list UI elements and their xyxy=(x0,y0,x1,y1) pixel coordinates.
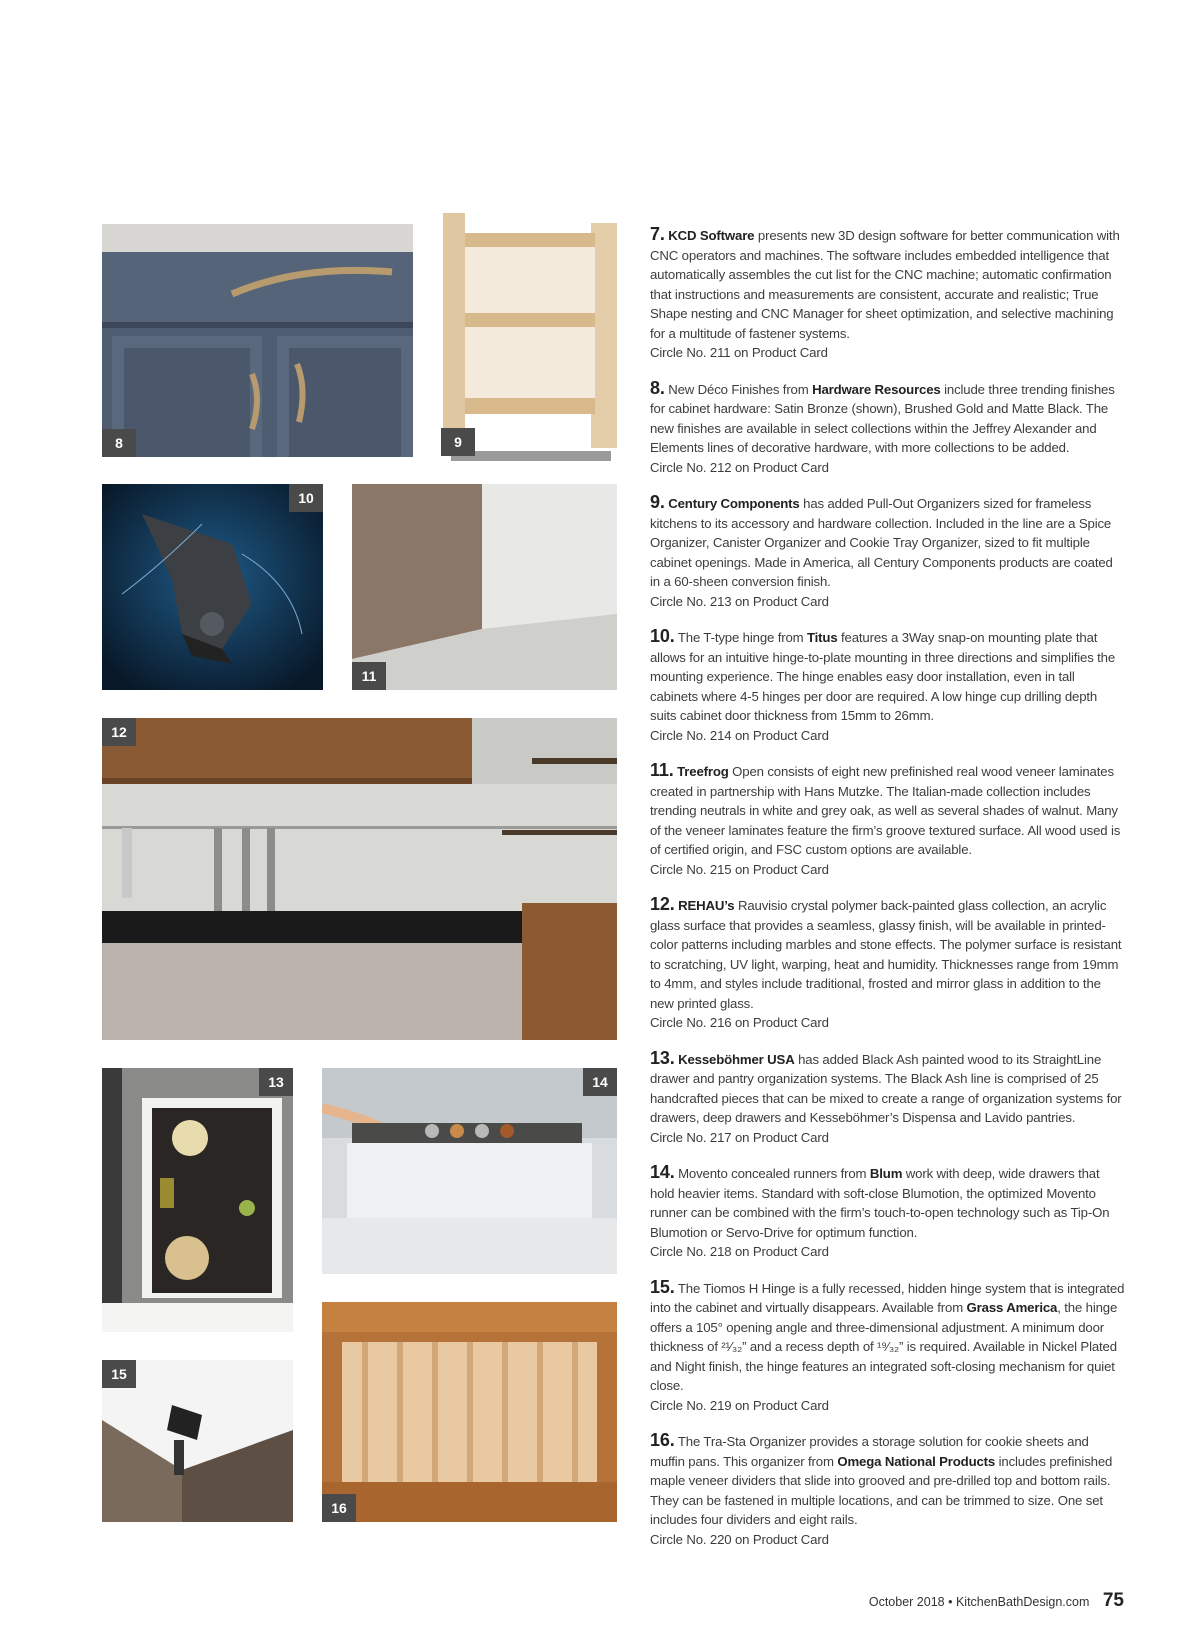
photo-10-hinge xyxy=(102,484,323,690)
circle-number: Circle No. 217 on Product Card xyxy=(650,1129,829,1145)
product-item-16 xyxy=(650,1431,1126,1549)
photo-15-hidden-hinge xyxy=(102,1360,293,1522)
photo-13-drawer-organizer xyxy=(102,1068,293,1332)
item-body: Open consists of eight new prefinished real wood veneer laminates created in partnership with Hans Mutzke. The Italian-made collection includes trending neutrals in white and grey oak, as well as several shades of walnut. Many of the veneer laminates feature the firm’s groove textured surface. All wood used is of certified origin, and FSC custom options are available. xyxy=(650,764,1121,857)
photo-9-pull-out-organizer xyxy=(441,213,621,470)
item-body: presents new 3D design software for better communication with CNC operators and machines. The software includes embedded intelligence that automatically assembles the cut list for the CNC machine; automatic confirmation that instructions and measurements are consistent, accurate and realistic; True Shape nesting and CNC Manager for sheet optimization, and selective machining for a multitude of fastener systems. xyxy=(650,228,1120,341)
photo-number-badge: 16 xyxy=(322,1494,356,1522)
item-number: 8. xyxy=(650,377,665,398)
photo-number-badge: 12 xyxy=(102,718,136,746)
item-body: , the hinge offers a 105° opening angle and three-dimensional adjustment. A minimum door thickness of ²¹⁄₃₂” and a recess depth of ¹⁹⁄₃₂” is required. Available in Nickel Plated and Night finish, the hinge features an integrated soft-closing mechanism for quiet close. xyxy=(650,1300,1118,1393)
brand-name: Titus xyxy=(807,630,838,645)
brand-name: Grass America xyxy=(966,1300,1058,1315)
circle-number: Circle No. 215 on Product Card xyxy=(650,861,829,877)
product-item-7 xyxy=(650,225,1126,363)
item-body: includes prefinished maple veneer dividers that slide into grooved and pre-drilled top and bottom rails. They can be fastened in multiple locations, and can be trimmed to size. One set includes four dividers and eight rails. xyxy=(650,1453,1113,1527)
photo-number-badge: 9 xyxy=(441,428,475,456)
product-item-12 xyxy=(650,895,1126,1033)
photo-number-badge: 11 xyxy=(352,662,386,690)
item-body: work with deep, wide drawers that hold heavier items. Standard with soft-close Blumotion, the optimized Movento runner can be combined with the firm’s touch-to-open technology such as Tip-On Blumotion or Servo-Drive for optimum function. xyxy=(650,1166,1110,1240)
product-item-8 xyxy=(650,379,1126,478)
product-item-9 xyxy=(650,493,1126,611)
item-number: 12. xyxy=(650,894,675,914)
brand-name: Omega National Products xyxy=(837,1453,996,1469)
photo-number-badge: 8 xyxy=(102,429,136,457)
item-number: 14. xyxy=(650,1162,675,1182)
brand-name: REHAU’s xyxy=(678,898,735,913)
product-item-10 xyxy=(650,627,1126,745)
item-number: 13. xyxy=(650,1047,675,1068)
item-intro: Movento concealed runners from xyxy=(678,1166,870,1181)
item-number: 10. xyxy=(650,626,675,646)
photo-14-wide-drawer xyxy=(322,1068,617,1274)
circle-number: Circle No. 218 on Product Card xyxy=(650,1244,829,1259)
item-number: 15. xyxy=(650,1276,675,1297)
item-number: 7. xyxy=(650,224,665,244)
brand-name: Treefrog xyxy=(677,764,729,779)
brand-name: Hardware Resources xyxy=(812,381,941,397)
item-intro: The Tra-Sta Organizer provides a storage solution for cookie sheets and muffin pans. This organizer from xyxy=(650,1434,1089,1469)
site-url: KitchenBathDesign.com xyxy=(955,1595,1090,1609)
item-number: 11. xyxy=(650,760,674,780)
issue-date: October 2018 xyxy=(868,1595,945,1609)
product-descriptions xyxy=(650,225,1126,1565)
page-footer xyxy=(869,1590,1124,1612)
item-body: include three trending finishes for cabinet hardware: Satin Bronze (shown), Brushed Gold and Matte Black. The new finishes are available in select collections within the Jeffrey Alexander and Elements lines of decorative hardware, with more collections to be added. xyxy=(650,381,1115,455)
brand-name: Century Components xyxy=(668,496,800,511)
brand-name: Kesseböhmer USA xyxy=(678,1051,795,1067)
item-body: has added Pull-Out Organizers sized for frameless kitchens to its accessory and hardware collection. Included in the line are a Spice Organizer, Canister Organizer and Cookie Tray Organizer, sized to fit multiple cabinet openings. Made in America, all Century Components products are coated in a 60-sheen conversion finish. xyxy=(650,496,1113,589)
photo-number-badge: 14 xyxy=(583,1068,617,1096)
item-intro: The T-type hinge from xyxy=(677,630,807,645)
circle-number: Circle No. 220 on Product Card xyxy=(650,1531,829,1547)
photo-12-glass-backsplash-kitchen xyxy=(102,718,617,1040)
item-body: Rauvisio crystal polymer back-painted glass collection, an acrylic glass surface that provides a seamless, glassy finish, will be available in printed-color patterns including marbles and stone effects. The polymer surface is resistant to scratching, UV light, warping, heat and humidity. Thicknesses range from 19mm to 4mm, and styles include traditional, frosted and mirror glass in addition to the new printed glass. xyxy=(650,898,1122,1011)
product-item-14 xyxy=(650,1163,1126,1262)
photo-16-tray-organizer xyxy=(322,1302,617,1522)
brand-name: Blum xyxy=(869,1166,903,1181)
item-body: features a 3Way snap-on mounting plate that allows for an intuitive hinge-to-plate mounting in three directions and simplifies the mounting experience. The hinge enables easy door installation, even in tall cabinets where 4-5 hinges per door are required. A low hinge cup drilling depth suits cabinet door thickness from 15mm to 26mm. xyxy=(650,630,1116,723)
item-intro: The Tiomos H Hinge is a fully recessed, hidden hinge system that is integrated into the cabinet and virtually disappears. Available from xyxy=(650,1280,1125,1315)
item-number: 9. xyxy=(650,492,665,512)
circle-number: Circle No. 213 on Product Card xyxy=(650,593,829,609)
brand-name: KCD Software xyxy=(668,228,755,243)
page-number: 75 xyxy=(1102,1590,1124,1611)
footer-separator: • xyxy=(948,1595,953,1609)
circle-number: Circle No. 216 on Product Card xyxy=(650,1015,829,1030)
circle-number: Circle No. 212 on Product Card xyxy=(650,459,829,475)
circle-number: Circle No. 214 on Product Card xyxy=(650,727,829,743)
product-item-13 xyxy=(650,1049,1126,1148)
photo-number-badge: 13 xyxy=(259,1068,293,1096)
product-item-11 xyxy=(650,761,1126,879)
item-number: 16. xyxy=(650,1430,675,1450)
item-intro: New Déco Finishes from xyxy=(668,381,813,397)
item-body: has added Black Ash painted wood to its StraightLine drawer and pantry organization systems. The Black Ash line is comprised of 25 handcrafted pieces that can be mixed to create a range of organization systems for drawers, deep drawers and Kesseböhmer’s Dispensa and Lavido pantries. xyxy=(650,1051,1122,1125)
product-item-15 xyxy=(650,1278,1126,1416)
photo-11-veneer-laminate xyxy=(352,484,617,690)
photo-8-cabinet-hardware xyxy=(102,224,413,457)
photo-number-badge: 15 xyxy=(102,1360,136,1388)
circle-number: Circle No. 219 on Product Card xyxy=(650,1397,829,1413)
photo-number-badge: 10 xyxy=(289,484,323,512)
circle-number: Circle No. 211 on Product Card xyxy=(650,345,828,360)
